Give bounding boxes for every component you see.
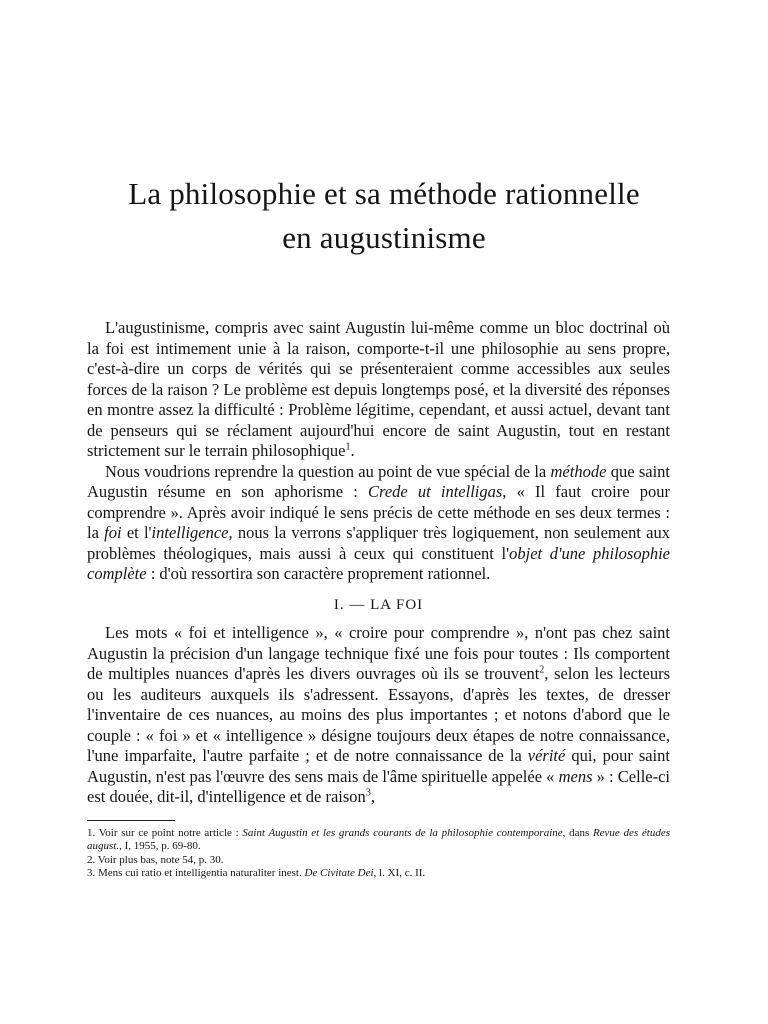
footnote-3: 3. Mens cui ratio et intelligentia naturaliter inest. De Civitate Dei, l. XI, c. II. (87, 867, 426, 879)
footnote-2: 2. Voir plus bas, note 54, p. 30. (87, 853, 224, 866)
footnote-divider (87, 820, 175, 821)
title-line-2: en augustinisme (282, 220, 486, 255)
article-title (60, 172, 708, 260)
section-heading: I. — LA FOI (333, 596, 424, 613)
article-body (87, 318, 670, 881)
footnote-ref-3: 3 (365, 787, 371, 799)
paragraph-3: Les mots « foi et intelligence », « croire pour comprendre », n'ont pas chez saint Augustin la précision d'un langage technique fixé une fois pour toutes : Ils comportent de multiples nuances d'après les divers ouvrages où ils se trouvent$^2$, selon les lecteurs ou les auditeurs auxquels ils s'adressent. Essayons, d'après les textes, de dresser l'inventaire de ces nuances, au moins des plus importantes ; et notons d'abord que le couple : « foi » et « intelligence » désigne toujours deux étapes de notre connaissance, l'une imparfaite, l'autre parfaite ; et de notre connaissance de la vérité qui, pour saint Augustin, n'est pas l'œuvre des sens mais de l'âme spirituelle appelée « mens » : Celle-ci est douée, dit-il, d'intelligence et de raison$^3$, (87, 623, 671, 806)
footnote-1: 1. Voir sur ce point notre article : Saint Augustin et les grands courants de la philosophie contemporaine, dans Revue des études august., I, 1955, p. 69-80. (87, 826, 670, 852)
title-line-1: La philosophie et sa méthode rationnelle (128, 176, 640, 211)
footnote-ref-2: 2 (539, 664, 545, 676)
footnote-ref-1: 1 (345, 441, 351, 453)
footnotes (87, 827, 670, 881)
paragraph-1: L'augustinisme, compris avec saint Augustin lui-même comme un bloc doctrinal où la foi est intimement unie à la raison, comporte-t-il une philosophie au sens propre, c'est-à-dire un corps de vérités qui se présenteraient comme accessibles aux seules forces de la raison ? Le problème est depuis longtemps posé, et la diversité des réponses en montre assez la difficulté : Problème légitime, cependant, et aussi actuel, devant tant de penseurs qui se réclament aujourd'hui encore de saint Augustin, tout en restant strictement sur le terrain philosophique$^1$. (87, 318, 670, 460)
paragraph-2: Nous voudrions reprendre la question au point de vue spécial de la méthode que saint Augustin résume en son aphorisme : Crede ut intelligas, « Il faut croire pour comprendre ». Après avoir indiqué le sens précis de cette méthode en ses deux termes : la foi et l'intelligence, nous la verrons s'appliquer très logiquement, non seulement aux problèmes théologiques, mais aussi à ceux qui constituent l'objet d'une philosophie complète : d'où ressortira son caractère proprement rationnel. (87, 461, 671, 583)
